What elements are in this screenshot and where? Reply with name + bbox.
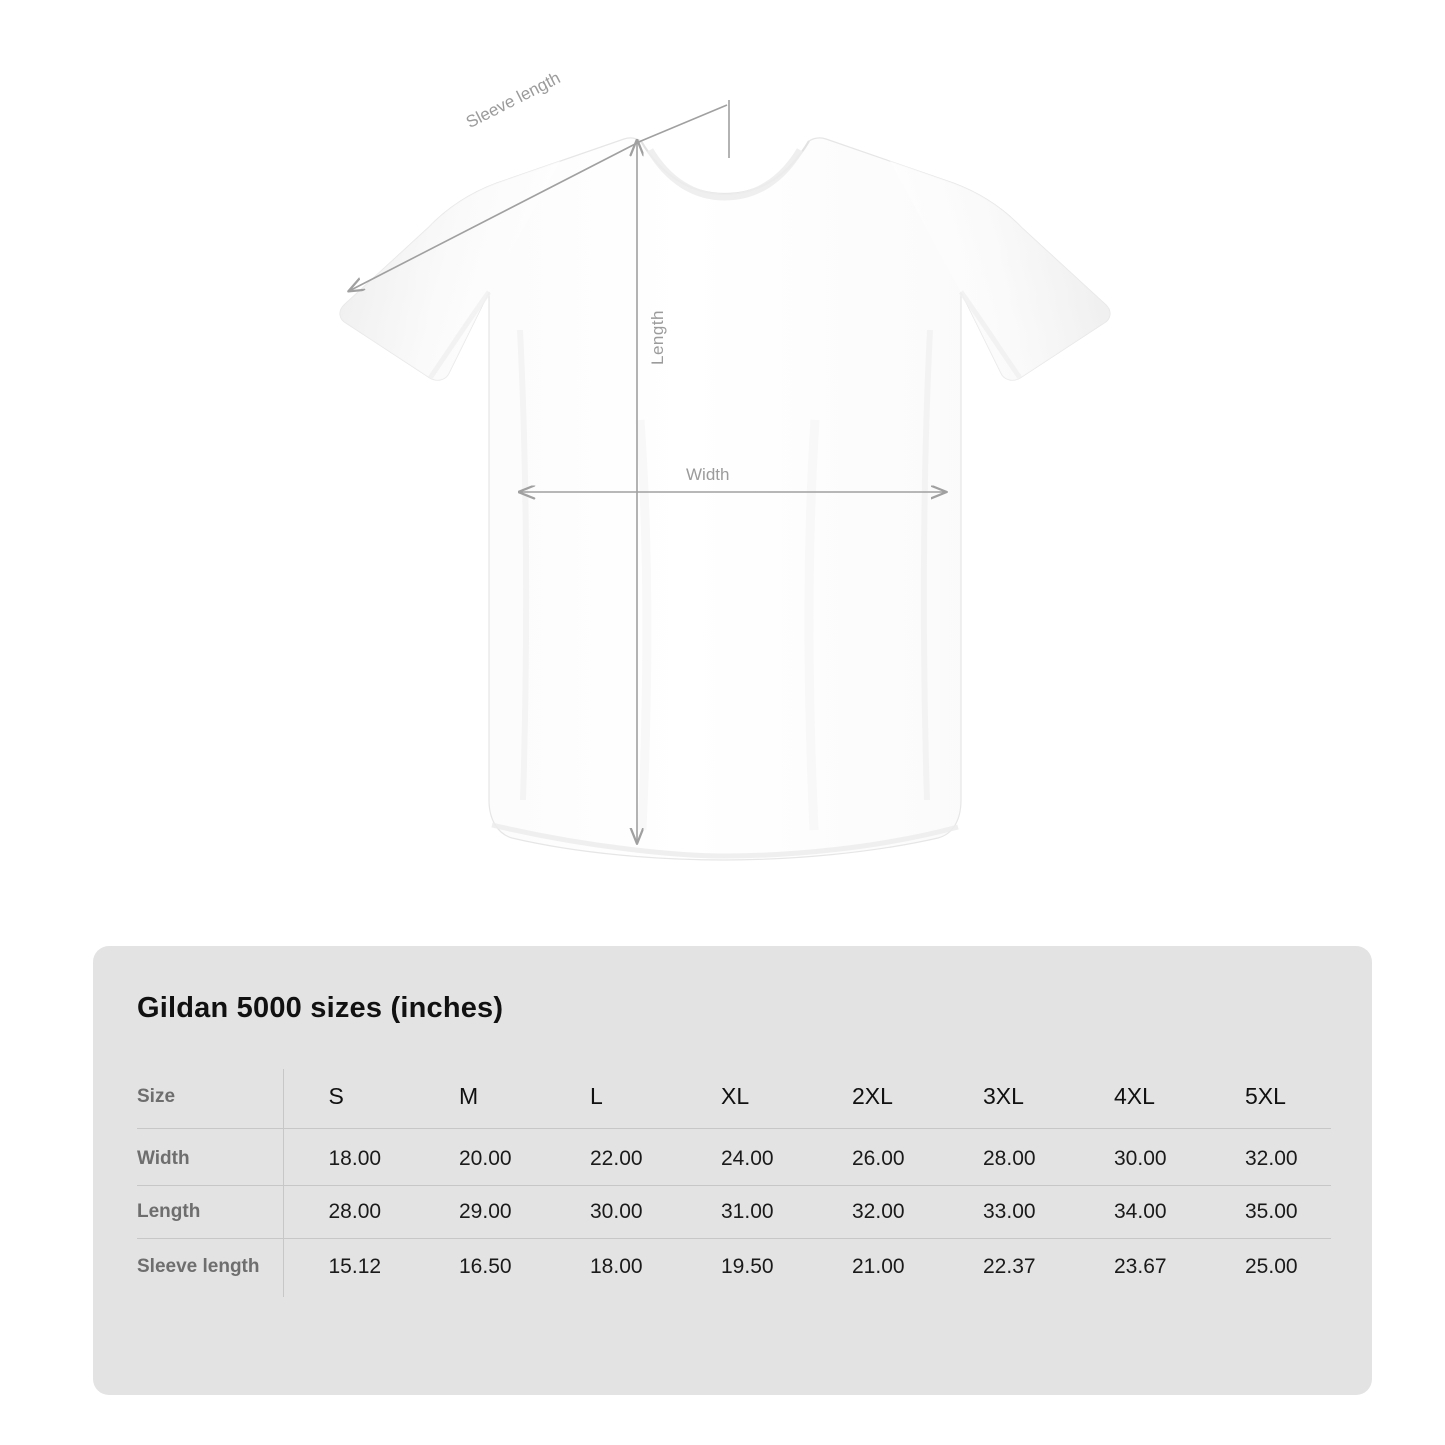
size-chart-title: Gildan 5000 sizes (inches) (137, 992, 504, 1024)
cell-width-l: 22.00 (545, 1129, 676, 1186)
column-header-size: Size (137, 1085, 176, 1107)
table-header-row (137, 1069, 1331, 1129)
table-row-sleeve-length (137, 1239, 1331, 1298)
column-header-s: S (283, 1069, 414, 1129)
table-row-length (137, 1186, 1331, 1239)
size-chart-table (137, 1069, 1331, 1297)
column-header-l: L (590, 1083, 603, 1109)
row-label-sleeve-length: Sleeve length (137, 1239, 283, 1298)
cell-width-m: 20.00 (414, 1129, 545, 1186)
cell-width-xl: 24.00 (676, 1129, 807, 1186)
cell-length-l: 30.00 (545, 1186, 676, 1239)
cell-width-3xl: 28.00 (938, 1129, 1069, 1186)
cell-width-4xl: 30.00 (1069, 1129, 1200, 1186)
length-label: Length (648, 310, 667, 365)
cell-sleeve-xl: 19.50 (676, 1239, 807, 1298)
row-label-length: Length (137, 1186, 283, 1239)
column-header-m: M (459, 1083, 479, 1109)
cell-length-4xl: 34.00 (1069, 1186, 1200, 1239)
cell-width-5xl: 32.00 (1200, 1129, 1331, 1186)
column-header-3xl: 3XL (983, 1083, 1024, 1109)
cell-length-xl: 31.00 (676, 1186, 807, 1239)
cell-width-s: 18.00 (283, 1129, 414, 1186)
sleeve-length-label: Sleeve length (463, 68, 564, 132)
cell-sleeve-5xl: 25.00 (1200, 1239, 1331, 1298)
column-header-xl: XL (721, 1083, 750, 1109)
cell-length-2xl: 32.00 (807, 1186, 938, 1239)
table-row-width (137, 1129, 1331, 1186)
size-chart-card (93, 946, 1372, 1395)
cell-sleeve-l: 18.00 (545, 1239, 676, 1298)
row-label-width: Width (137, 1129, 283, 1186)
column-header-4xl: 4XL (1114, 1083, 1155, 1109)
cell-width-2xl: 26.00 (807, 1129, 938, 1186)
cell-sleeve-3xl: 22.37 (938, 1239, 1069, 1298)
cell-sleeve-m: 16.50 (414, 1239, 545, 1298)
cell-sleeve-s: 15.12 (283, 1239, 414, 1298)
cell-sleeve-4xl: 23.67 (1069, 1239, 1200, 1298)
cell-length-3xl: 33.00 (938, 1186, 1069, 1239)
cell-length-m: 29.00 (414, 1186, 545, 1239)
cell-length-s: 28.00 (283, 1186, 414, 1239)
cell-sleeve-2xl: 21.00 (807, 1239, 938, 1298)
column-header-5xl: 5XL (1245, 1083, 1286, 1109)
cell-length-5xl: 35.00 (1200, 1186, 1331, 1239)
width-label: Width (686, 465, 730, 484)
column-header-2xl: 2XL (852, 1083, 893, 1109)
shirt-shape (340, 138, 1110, 860)
